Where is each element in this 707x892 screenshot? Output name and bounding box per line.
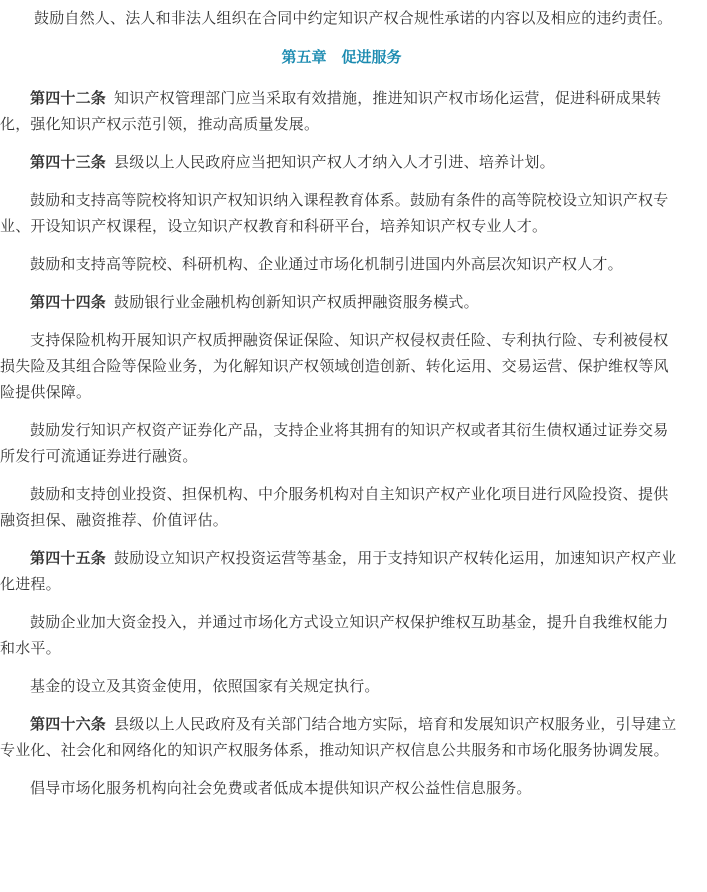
article-43-paragraph <box>0 149 683 175</box>
chapter-heading: 第五章 促进服务 <box>281 48 402 66</box>
article-44-clause-4: 鼓励和支持创业投资、担保机构、中介服务机构对自主知识产权产业化项目进行风险投资、提供融资担保、融资推荐、价值评估。 <box>0 485 669 529</box>
article-43-clause-3: 鼓励和支持高等院校、科研机构、企业通过市场化机制引进国内外高层次知识产权人才。 <box>30 255 623 273</box>
article-42-number: 第四十二条 <box>30 89 107 107</box>
intro-paragraph: 鼓励自然人、法人和非法人组织在合同中约定知识产权合规性承诺的内容以及相应的违约责任。 <box>34 9 673 27</box>
article-44-number: 第四十四条 <box>30 293 107 311</box>
article-42-text: 知识产权管理部门应当采取有效措施，推进知识产权市场化运营，促进科研成果转化，强化知识产权示范引领，推动高质量发展。 <box>0 89 662 133</box>
article-46-text: 县级以上人民政府及有关部门结合地方实际，培育和发展知识产权服务业，引导建立专业化、社会化和网络化的知识产权服务体系，推动知识产权信息公共服务和市场化服务协调发展。 <box>0 715 677 759</box>
article-43-clause-2: 鼓励和支持高等院校将知识产权知识纳入课程教育体系。鼓励有条件的高等院校设立知识产权专业、开设知识产权课程，设立知识产权教育和科研平台，培养知识产权专业人才。 <box>0 191 669 235</box>
article-45-clause-2: 鼓励企业加大资金投入，并通过市场化方式设立知识产权保护维权互助基金，提升自我维权能力和水平。 <box>0 613 669 657</box>
article-44-clause-3: 鼓励发行知识产权资产证券化产品，支持企业将其拥有的知识产权或者其衍生债权通过证券交易所发行可流通证券进行融资。 <box>0 421 669 465</box>
article-45-number: 第四十五条 <box>30 549 107 567</box>
article-45-text: 鼓励设立知识产权投资运营等基金，用于支持知识产权转化运用，加速知识产权产业化进程。 <box>0 549 677 593</box>
article-43-number: 第四十三条 <box>30 153 107 171</box>
article-44-text: 鼓励银行业金融机构创新知识产权质押融资服务模式。 <box>114 293 479 311</box>
article-46-clause-2: 倡导市场化服务机构向社会免费或者低成本提供知识产权公益性信息服务。 <box>30 779 532 797</box>
article-44-clause-2: 支持保险机构开展知识产权质押融资保证保险、知识产权侵权责任险、专利执行险、专利被侵权损失险及其组合险等保险业务，为化解知识产权领域创造创新、转化运用、交易运营、保护维权等风险提供保障。 <box>0 331 669 401</box>
article-44-paragraph <box>0 289 683 315</box>
article-42-paragraph <box>0 85 683 137</box>
article-45-clause-3: 基金的设立及其资金使用，依照国家有关规定执行。 <box>30 677 380 695</box>
article-45-paragraph <box>0 545 683 597</box>
article-46-number: 第四十六条 <box>30 715 107 733</box>
article-46-paragraph <box>0 711 683 763</box>
article-43-text: 县级以上人民政府应当把知识产权人才纳入人才引进、培养计划。 <box>114 153 555 171</box>
